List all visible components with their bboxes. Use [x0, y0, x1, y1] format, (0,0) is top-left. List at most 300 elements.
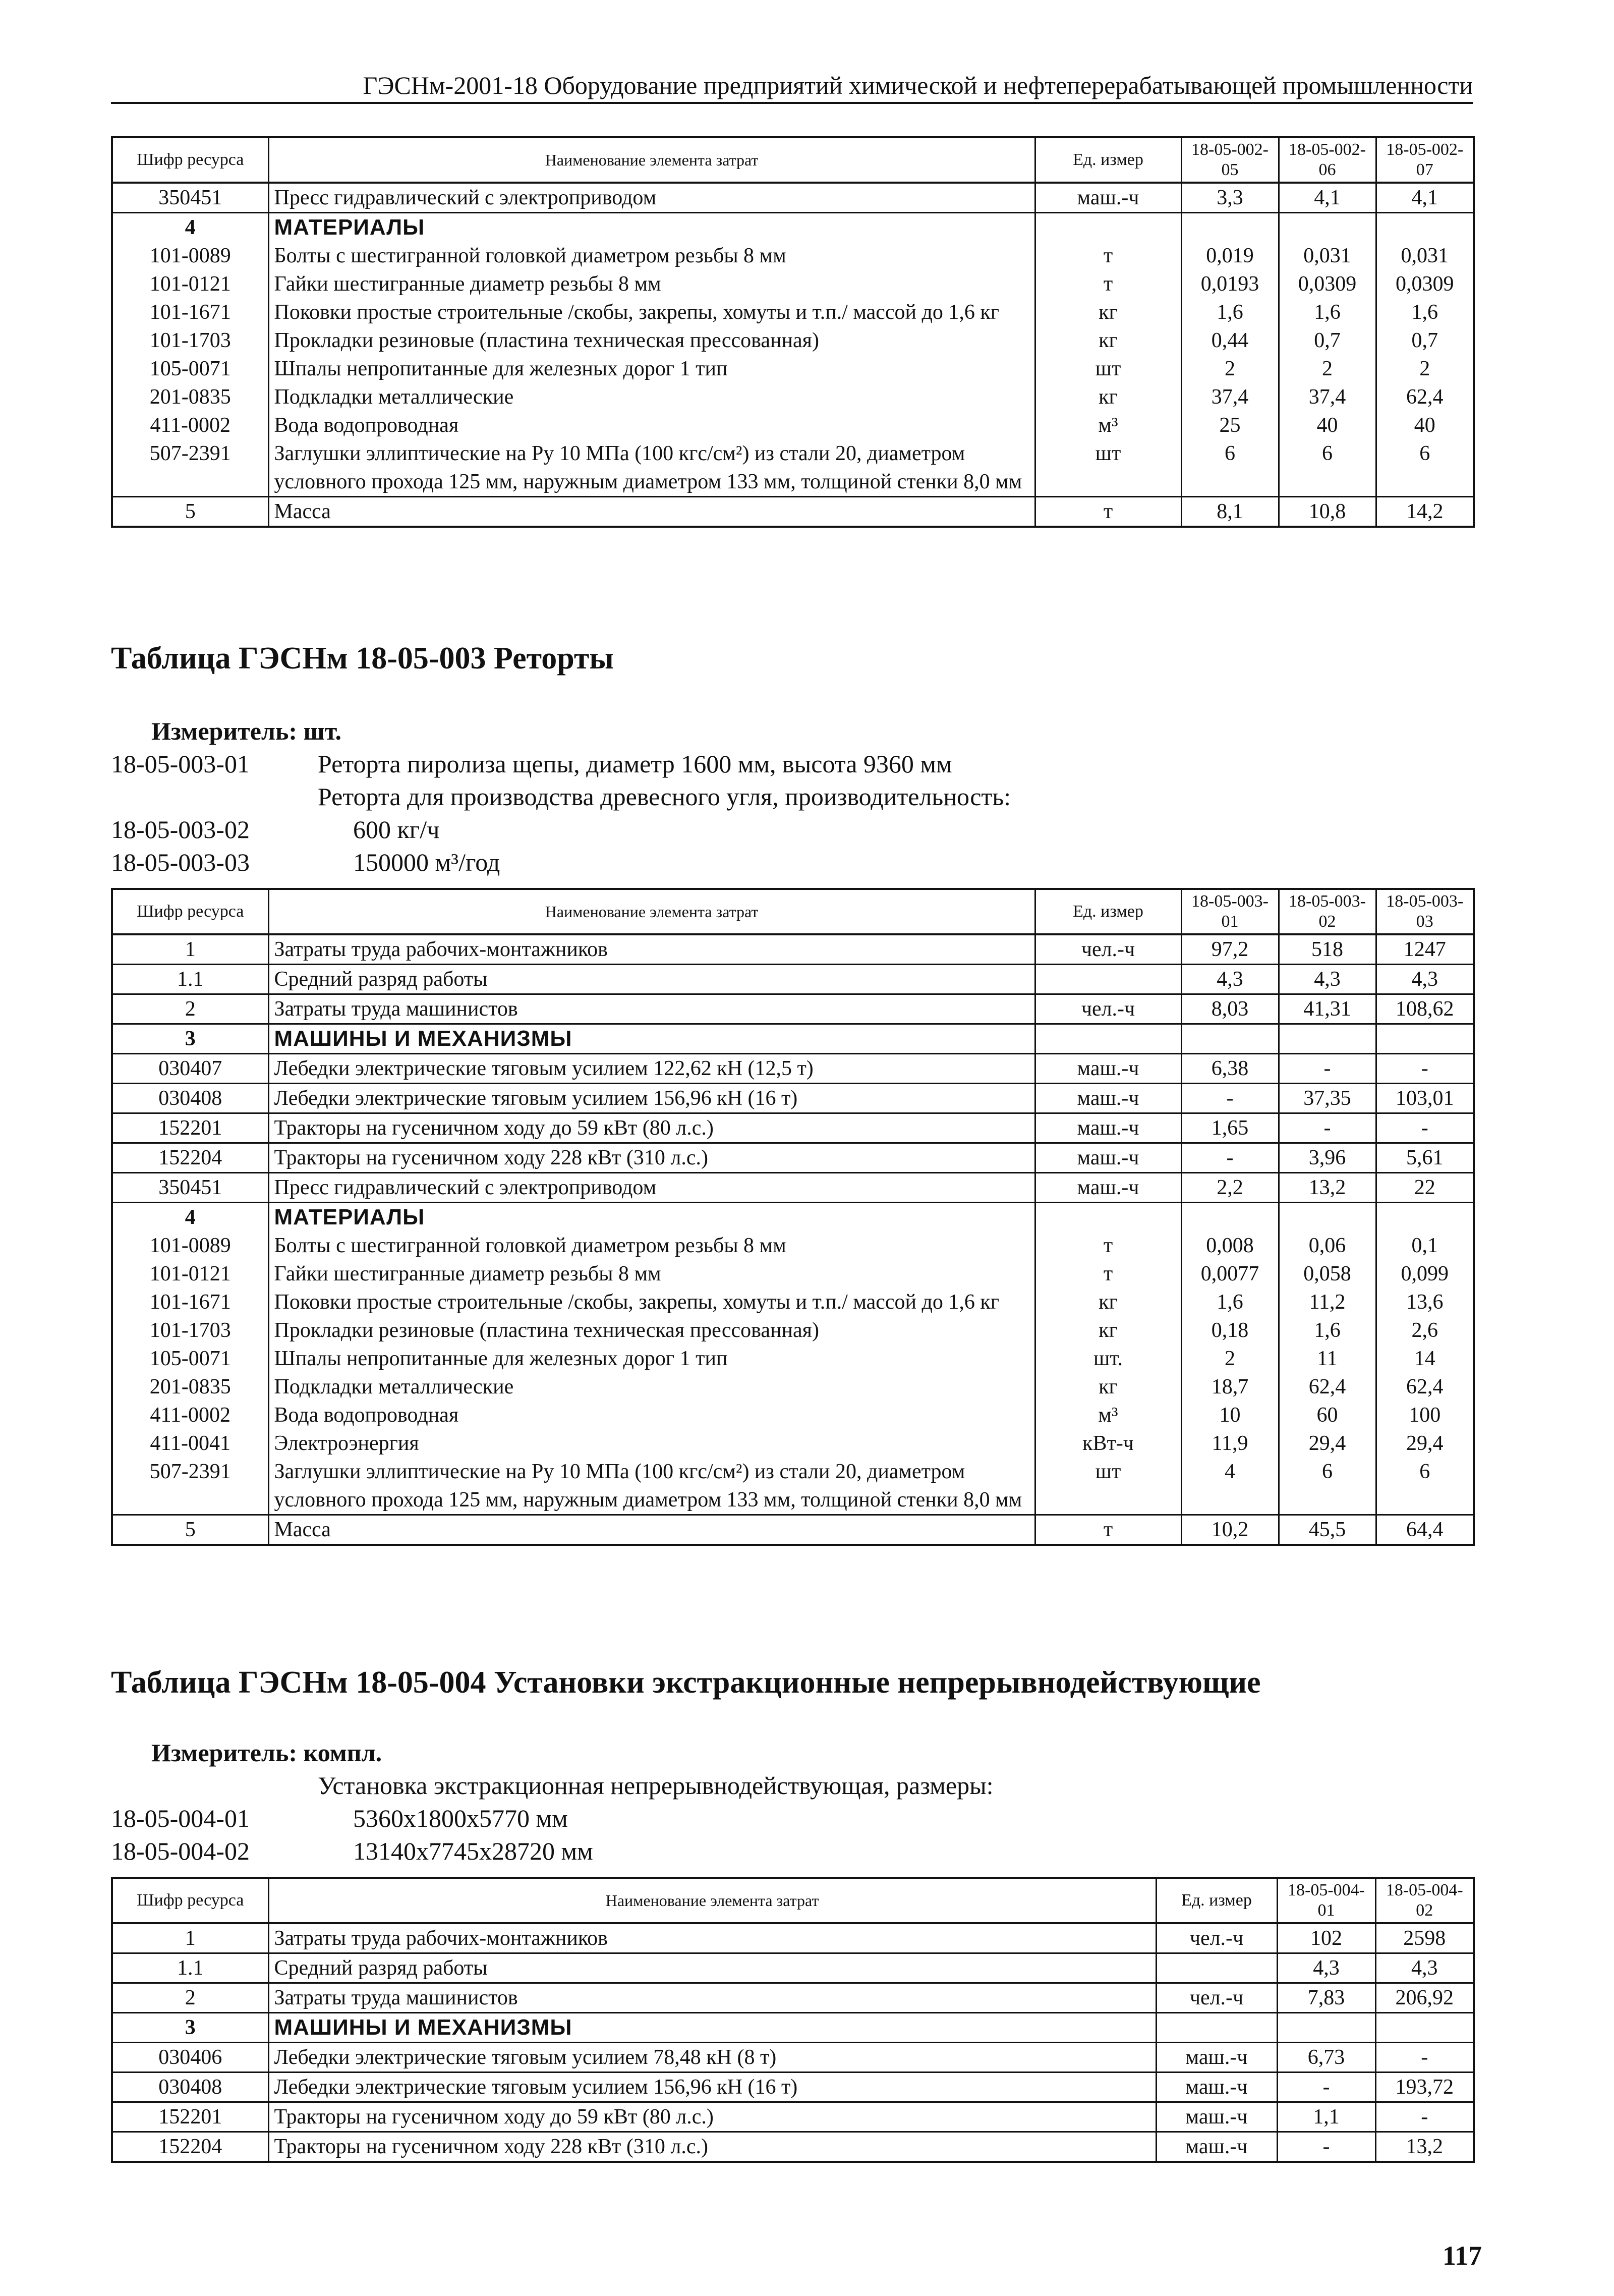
resource-code: 411-0002: [112, 411, 268, 439]
norm-value: 4,3: [1375, 1953, 1474, 1983]
cost-element-name: Гайки шестигранные диаметр резьбы 8 мм: [268, 1260, 1035, 1288]
unit-of-measure: шт: [1035, 355, 1181, 383]
page-number: 117: [1443, 2241, 1482, 2271]
table-row: [112, 242, 1474, 270]
resource-code: 101-1671: [112, 298, 268, 326]
norm-value: 1,65: [1181, 1113, 1279, 1143]
norm-value: 40: [1279, 411, 1376, 439]
resource-code: 1: [112, 1923, 268, 1953]
norm-value: 13,6: [1376, 1288, 1474, 1316]
table-row: [112, 1429, 1474, 1458]
variant-code: 18-05-003-03: [111, 848, 250, 876]
unit-of-measure: т: [1035, 1231, 1181, 1260]
norm-value: 37,4: [1181, 383, 1279, 411]
norm-value: 0,18: [1181, 1316, 1279, 1345]
resource-code: 030407: [112, 1054, 268, 1084]
col-header-variant: 18-05-003-01: [1181, 889, 1279, 934]
norm-value: 1,6: [1279, 1316, 1376, 1345]
norm-value: 4,3: [1279, 965, 1376, 994]
norm-value: 4,3: [1376, 965, 1474, 994]
table-row: [112, 1143, 1474, 1173]
norm-value: 25: [1181, 411, 1279, 439]
norm-value: [1181, 1203, 1279, 1232]
norm-value: [1376, 1024, 1474, 1054]
table-row: [112, 411, 1474, 439]
norm-value: 8,1: [1181, 497, 1279, 527]
table-row: [112, 1288, 1474, 1316]
cost-element-name: МАШИНЫ И МЕХАНИЗМЫ: [268, 2013, 1156, 2043]
resource-code: 3: [112, 2013, 268, 2043]
unit-of-measure: чел.-ч: [1156, 1983, 1277, 2013]
cost-element-name: Затраты труда машинистов: [268, 994, 1035, 1024]
resource-code: 101-1703: [112, 326, 268, 355]
cost-element-name: Пресс гидравлический с электроприводом: [268, 183, 1035, 213]
norm-value: [1376, 213, 1474, 242]
unit-of-measure: м³: [1035, 1401, 1181, 1429]
table-row: [112, 1316, 1474, 1345]
resource-code: 2: [112, 994, 268, 1024]
table-row: [112, 1983, 1474, 2013]
resource-code: 350451: [112, 183, 268, 213]
resource-code: 4: [112, 1203, 268, 1232]
unit-of-measure: кг: [1035, 1316, 1181, 1345]
norm-value: 6: [1181, 439, 1279, 497]
norm-value: 64,4: [1376, 1515, 1474, 1545]
table-row: [112, 2043, 1474, 2073]
table-row: [112, 965, 1474, 994]
norm-value: 2,6: [1376, 1316, 1474, 1345]
table-row: [112, 1260, 1474, 1288]
table-row: [112, 934, 1474, 965]
norm-value: 18,7: [1181, 1373, 1279, 1401]
table-row: [112, 2102, 1474, 2132]
resource-code: 5: [112, 1515, 268, 1545]
norm-value: 11: [1279, 1345, 1376, 1373]
norm-value: 37,4: [1279, 383, 1376, 411]
unit-of-measure: м³: [1035, 411, 1181, 439]
resource-code: 105-0071: [112, 1345, 268, 1373]
unit-of-measure: т: [1035, 1260, 1181, 1288]
norm-value: 2: [1181, 1345, 1279, 1373]
cost-element-name: Масса: [268, 497, 1035, 527]
table-row: [112, 1458, 1474, 1515]
col-header-variant: 18-05-004-02: [1375, 1878, 1474, 1923]
col-header-code: Шифр ресурса: [112, 889, 268, 934]
col-header-name: Наименование элемента затрат: [268, 137, 1035, 183]
norm-value: 6: [1279, 439, 1376, 497]
norm-value: 0,44: [1181, 326, 1279, 355]
table-title: Таблица ГЭСНм 18-05-004 Установки экстракционные непрерывнодействующие: [111, 1665, 1261, 1700]
cost-element-name: МАШИНЫ И МЕХАНИЗМЫ: [268, 1024, 1035, 1054]
norm-value: 103,01: [1376, 1084, 1474, 1113]
cost-element-name: Шпалы непропитанные для железных дорог 1 тип: [268, 1345, 1035, 1373]
table-row: [112, 2073, 1474, 2102]
variant-description: 13140x7745x28720 мм: [353, 1837, 593, 1865]
cost-element-name: Пресс гидравлический с электроприводом: [268, 1173, 1035, 1203]
norm-value: 0,0309: [1376, 270, 1474, 298]
norm-value: [1277, 2013, 1375, 2043]
unit-of-measure: чел.-ч: [1035, 934, 1181, 965]
table-row: [112, 1373, 1474, 1401]
norm-value: 0,099: [1376, 1260, 1474, 1288]
norm-value: -: [1375, 2102, 1474, 2132]
unit-of-measure: т: [1035, 1515, 1181, 1545]
resource-table-18-05-003: [111, 888, 1475, 1546]
cost-element-name: Лебедки электрические тяговым усилием 156,96 кН (16 т): [268, 2073, 1156, 2102]
variant-description: Реторта пиролиза щепы, диаметр 1600 мм, высота 9360 мм: [318, 750, 952, 778]
norm-value: 8,03: [1181, 994, 1279, 1024]
col-header-variant: 18-05-003-03: [1376, 889, 1474, 934]
norm-value: [1181, 1024, 1279, 1054]
norm-value: -: [1375, 2043, 1474, 2073]
table-row: [112, 326, 1474, 355]
meter-value: компл.: [303, 1739, 382, 1767]
unit-of-measure: [1035, 1024, 1181, 1054]
norm-value: 45,5: [1279, 1515, 1376, 1545]
norm-value: 6: [1376, 1458, 1474, 1515]
resource-code: 152201: [112, 2102, 268, 2132]
variant-code: 18-05-003-02: [111, 815, 250, 844]
table-row: [112, 1203, 1474, 1232]
col-header-code: Шифр ресурса: [112, 1878, 268, 1923]
norm-value: 62,4: [1376, 1373, 1474, 1401]
resource-code: 507-2391: [112, 1458, 268, 1515]
table-body: [112, 1923, 1474, 2162]
norm-value: 1,1: [1277, 2102, 1375, 2132]
norm-value: 97,2: [1181, 934, 1279, 965]
norm-value: 22: [1376, 1173, 1474, 1203]
unit-of-measure: кг: [1035, 326, 1181, 355]
norm-value: 3,3: [1181, 183, 1279, 213]
resource-code: 350451: [112, 1173, 268, 1203]
unit-of-measure: маш.-ч: [1035, 1084, 1181, 1113]
norm-value: 60: [1279, 1401, 1376, 1429]
resource-table-18-05-004: [111, 1877, 1475, 2163]
norm-value: [1279, 213, 1376, 242]
unit-of-measure: [1156, 1953, 1277, 1983]
resource-code: 201-0835: [112, 383, 268, 411]
variant-code: 18-05-003-01: [111, 750, 250, 778]
table-row: [112, 2013, 1474, 2043]
cost-element-name: Электроэнергия: [268, 1429, 1035, 1458]
norm-value: 0,0193: [1181, 270, 1279, 298]
cost-element-name: Тракторы на гусеничном ходу до 59 кВт (80 л.с.): [268, 1113, 1035, 1143]
norm-value: 3,96: [1279, 1143, 1376, 1173]
resource-code: 101-0121: [112, 270, 268, 298]
norm-value: 2,2: [1181, 1173, 1279, 1203]
norm-value: 0,7: [1279, 326, 1376, 355]
unit-of-measure: [1035, 213, 1181, 242]
unit-of-measure: [1156, 2013, 1277, 2043]
unit-of-measure: чел.-ч: [1035, 994, 1181, 1024]
cost-element-name: Заглушки эллиптические на Ру 10 МПа (100 кгс/см²) из стали 20, диаметром условного прохода 125 мм, наружным диаметром 133 мм, толщиной стенки 8,0 мм: [268, 439, 1035, 497]
norm-value: [1375, 2013, 1474, 2043]
cost-element-name: Средний разряд работы: [268, 965, 1035, 994]
norm-value: 0,1: [1376, 1231, 1474, 1260]
unit-of-measure: кг: [1035, 1288, 1181, 1316]
table-row: [112, 270, 1474, 298]
cost-element-name: Лебедки электрические тяговым усилием 156,96 кН (16 т): [268, 1084, 1035, 1113]
table-row: [112, 994, 1474, 1024]
col-header-unit: Ед. измер: [1035, 889, 1181, 934]
resource-code: 101-0089: [112, 242, 268, 270]
cost-element-name: Гайки шестигранные диаметр резьбы 8 мм: [268, 270, 1035, 298]
norm-value: -: [1181, 1084, 1279, 1113]
unit-of-measure: шт.: [1035, 1345, 1181, 1373]
resource-code: 411-0041: [112, 1429, 268, 1458]
norm-value: -: [1277, 2073, 1375, 2102]
table-row: [112, 2132, 1474, 2162]
unit-of-measure: маш.-ч: [1156, 2043, 1277, 2073]
unit-of-measure: т: [1035, 270, 1181, 298]
norm-value: 4,3: [1277, 1953, 1375, 1983]
cost-element-name: Заглушки эллиптические на Ру 10 МПа (100 кгс/см²) из стали 20, диаметром условного прохода 125 мм, наружным диаметром 133 мм, толщиной стенки 8,0 мм: [268, 1458, 1035, 1515]
variant-description: 5360x1800x5770 мм: [353, 1804, 568, 1832]
resource-code: 1.1: [112, 1953, 268, 1983]
norm-value: 0,019: [1181, 242, 1279, 270]
resource-code: 101-1671: [112, 1288, 268, 1316]
col-header-name: Наименование элемента затрат: [268, 1878, 1156, 1923]
norm-value: 193,72: [1375, 2073, 1474, 2102]
unit-of-measure: маш.-ч: [1035, 183, 1181, 213]
variant-description: Установка экстракционная непрерывнодействующая, размеры:: [318, 1771, 994, 1800]
resource-code: 030406: [112, 2043, 268, 2073]
norm-value: 11,9: [1181, 1429, 1279, 1458]
resource-code: 3: [112, 1024, 268, 1054]
table-row: [112, 213, 1474, 242]
resource-code: 105-0071: [112, 355, 268, 383]
cost-element-name: Шпалы непропитанные для железных дорог 1 тип: [268, 355, 1035, 383]
unit-of-measure: кВт-ч: [1035, 1429, 1181, 1458]
norm-value: 11,2: [1279, 1288, 1376, 1316]
cost-element-name: Болты с шестигранной головкой диаметром резьбы 8 мм: [268, 242, 1035, 270]
norm-value: 2: [1376, 355, 1474, 383]
norm-value: 10,8: [1279, 497, 1376, 527]
cost-element-name: Поковки простые строительные /скобы, закрепы, хомуты и т.п./ массой до 1,6 кг: [268, 1288, 1035, 1316]
variant-code: 18-05-004-02: [111, 1837, 250, 1865]
cost-element-name: МАТЕРИАЛЫ: [268, 213, 1035, 242]
norm-value: 40: [1376, 411, 1474, 439]
norm-value: 0,031: [1376, 242, 1474, 270]
norm-value: 29,4: [1279, 1429, 1376, 1458]
col-header-code: Шифр ресурса: [112, 137, 268, 183]
unit-of-measure: маш.-ч: [1156, 2102, 1277, 2132]
unit-of-measure: кг: [1035, 383, 1181, 411]
norm-value: 13,2: [1375, 2132, 1474, 2162]
resource-code: 152204: [112, 1143, 268, 1173]
unit-of-measure: маш.-ч: [1035, 1113, 1181, 1143]
table-body: [112, 183, 1474, 527]
norm-value: [1279, 1024, 1376, 1054]
cost-element-name: Масса: [268, 1515, 1035, 1545]
unit-of-measure: [1035, 1203, 1181, 1232]
col-header-unit: Ед. измер: [1156, 1878, 1277, 1923]
norm-value: 2: [1181, 355, 1279, 383]
norm-value: 62,4: [1279, 1373, 1376, 1401]
variant-description: 150000 м³/год: [353, 848, 500, 876]
cost-element-name: Затраты труда рабочих-монтажников: [268, 934, 1035, 965]
norm-value: -: [1181, 1143, 1279, 1173]
variant-description: Реторта для производства древесного угля, производительность:: [318, 782, 1011, 811]
cost-element-name: Затраты труда машинистов: [268, 1983, 1156, 2013]
resource-table-18-05-002: [111, 136, 1475, 528]
col-header-name: Наименование элемента затрат: [268, 889, 1035, 934]
table-row: [112, 439, 1474, 497]
norm-value: 37,35: [1279, 1084, 1376, 1113]
norm-value: 4,1: [1279, 183, 1376, 213]
norm-value: 100: [1376, 1401, 1474, 1429]
cost-element-name: Вода водопроводная: [268, 1401, 1035, 1429]
col-header-variant: 18-05-004-01: [1277, 1878, 1375, 1923]
table-row: [112, 1953, 1474, 1983]
table-row: [112, 1024, 1474, 1054]
norm-value: 0,058: [1279, 1260, 1376, 1288]
norm-value: 5,61: [1376, 1143, 1474, 1173]
table-row: [112, 1231, 1474, 1260]
norm-value: 0,7: [1376, 326, 1474, 355]
table-row: [112, 1054, 1474, 1084]
resource-code: 030408: [112, 2073, 268, 2102]
resource-code: 101-0121: [112, 1260, 268, 1288]
resource-code: 101-1703: [112, 1316, 268, 1345]
table-title: Таблица ГЭСНм 18-05-003 Реторты: [111, 641, 614, 676]
unit-of-measure: шт: [1035, 1458, 1181, 1515]
resource-code: 201-0835: [112, 1373, 268, 1401]
table-row: [112, 1345, 1474, 1373]
resource-code: 030408: [112, 1084, 268, 1113]
unit-of-measure: маш.-ч: [1035, 1173, 1181, 1203]
cost-element-name: Прокладки резиновые (пластина техническая прессованная): [268, 1316, 1035, 1345]
norm-value: 0,031: [1279, 242, 1376, 270]
table-body: [112, 934, 1474, 1545]
meter-line: [151, 1738, 382, 1767]
norm-value: -: [1376, 1054, 1474, 1084]
table-row: [112, 183, 1474, 213]
unit-of-measure: чел.-ч: [1156, 1923, 1277, 1953]
resource-code: 5: [112, 497, 268, 527]
table-row: [112, 1515, 1474, 1545]
resource-code: 152204: [112, 2132, 268, 2162]
norm-value: 0,06: [1279, 1231, 1376, 1260]
cost-element-name: Лебедки электрические тяговым усилием 122,62 кН (12,5 т): [268, 1054, 1035, 1084]
norm-value: 13,2: [1279, 1173, 1376, 1203]
table-row: [112, 1923, 1474, 1953]
resource-code: 1: [112, 934, 268, 965]
norm-value: [1376, 1203, 1474, 1232]
col-header-variant: 18-05-002-06: [1279, 137, 1376, 183]
norm-value: [1181, 213, 1279, 242]
norm-value: 1247: [1376, 934, 1474, 965]
unit-of-measure: т: [1035, 497, 1181, 527]
unit-of-measure: [1035, 965, 1181, 994]
resource-code: 101-0089: [112, 1231, 268, 1260]
norm-value: 6,73: [1277, 2043, 1375, 2073]
norm-value: 10,2: [1181, 1515, 1279, 1545]
norm-value: 14,2: [1376, 497, 1474, 527]
cost-element-name: Поковки простые строительные /скобы, закрепы, хомуты и т.п./ массой до 1,6 кг: [268, 298, 1035, 326]
norm-value: 4,1: [1376, 183, 1474, 213]
norm-value: 41,31: [1279, 994, 1376, 1024]
norm-value: [1279, 1203, 1376, 1232]
resource-code: 152201: [112, 1113, 268, 1143]
cost-element-name: Подкладки металлические: [268, 1373, 1035, 1401]
resource-code: 4: [112, 213, 268, 242]
norm-value: 4: [1181, 1458, 1279, 1515]
unit-of-measure: т: [1035, 242, 1181, 270]
resource-code: 2: [112, 1983, 268, 2013]
unit-of-measure: шт: [1035, 439, 1181, 497]
resource-code: 507-2391: [112, 439, 268, 497]
cost-element-name: Средний разряд работы: [268, 1953, 1156, 1983]
norm-value: 6: [1279, 1458, 1376, 1515]
cost-element-name: Вода водопроводная: [268, 411, 1035, 439]
meter-line: [151, 716, 341, 746]
cost-element-name: Лебедки электрические тяговым усилием 78,48 кН (8 т): [268, 2043, 1156, 2073]
resource-code: 1.1: [112, 965, 268, 994]
norm-value: -: [1279, 1113, 1376, 1143]
norm-value: 7,83: [1277, 1983, 1375, 2013]
cost-element-name: Тракторы на гусеничном ходу до 59 кВт (80 л.с.): [268, 2102, 1156, 2132]
cost-element-name: Тракторы на гусеничном ходу 228 кВт (310 л.с.): [268, 2132, 1156, 2162]
cost-element-name: Болты с шестигранной головкой диаметром резьбы 8 мм: [268, 1231, 1035, 1260]
norm-value: 0,0309: [1279, 270, 1376, 298]
col-header-variant: 18-05-003-02: [1279, 889, 1376, 934]
meter-label: Измеритель:: [151, 1739, 298, 1767]
norm-value: -: [1277, 2132, 1375, 2162]
table-row: [112, 1173, 1474, 1203]
norm-value: 10: [1181, 1401, 1279, 1429]
norm-value: 62,4: [1376, 383, 1474, 411]
norm-value: 1,6: [1181, 298, 1279, 326]
variant-code: 18-05-004-01: [111, 1804, 250, 1832]
meter-value: шт.: [303, 717, 342, 745]
norm-value: 2598: [1375, 1923, 1474, 1953]
unit-of-measure: кг: [1035, 1373, 1181, 1401]
col-header-variant: 18-05-002-05: [1181, 137, 1279, 183]
table-row: [112, 355, 1474, 383]
table-row: [112, 1113, 1474, 1143]
unit-of-measure: кг: [1035, 298, 1181, 326]
cost-element-name: Тракторы на гусеничном ходу 228 кВт (310 л.с.): [268, 1143, 1035, 1173]
norm-value: 102: [1277, 1923, 1375, 1953]
norm-value: 1,6: [1279, 298, 1376, 326]
norm-value: 29,4: [1376, 1429, 1474, 1458]
variant-description: 600 кг/ч: [353, 815, 440, 844]
col-header-unit: Ед. измер: [1035, 137, 1181, 183]
norm-value: 1,6: [1181, 1288, 1279, 1316]
cost-element-name: МАТЕРИАЛЫ: [268, 1203, 1035, 1232]
table-row: [112, 497, 1474, 527]
running-header: ГЭСНм-2001-18 Оборудование предприятий химической и нефтеперерабатывающей промышленности: [111, 71, 1473, 104]
norm-value: 108,62: [1376, 994, 1474, 1024]
norm-value: 0,0077: [1181, 1260, 1279, 1288]
unit-of-measure: маш.-ч: [1156, 2073, 1277, 2102]
norm-value: 6: [1376, 439, 1474, 497]
table-row: [112, 1401, 1474, 1429]
cost-element-name: Затраты труда рабочих-монтажников: [268, 1923, 1156, 1953]
unit-of-measure: маш.-ч: [1035, 1054, 1181, 1084]
norm-value: 4,3: [1181, 965, 1279, 994]
norm-value: -: [1279, 1054, 1376, 1084]
col-header-variant: 18-05-002-07: [1376, 137, 1474, 183]
meter-label: Измеритель:: [151, 717, 298, 745]
norm-value: 518: [1279, 934, 1376, 965]
table-row: [112, 1084, 1474, 1113]
norm-value: -: [1376, 1113, 1474, 1143]
norm-value: 206,92: [1375, 1983, 1474, 2013]
table-row: [112, 383, 1474, 411]
norm-value: 6,38: [1181, 1054, 1279, 1084]
